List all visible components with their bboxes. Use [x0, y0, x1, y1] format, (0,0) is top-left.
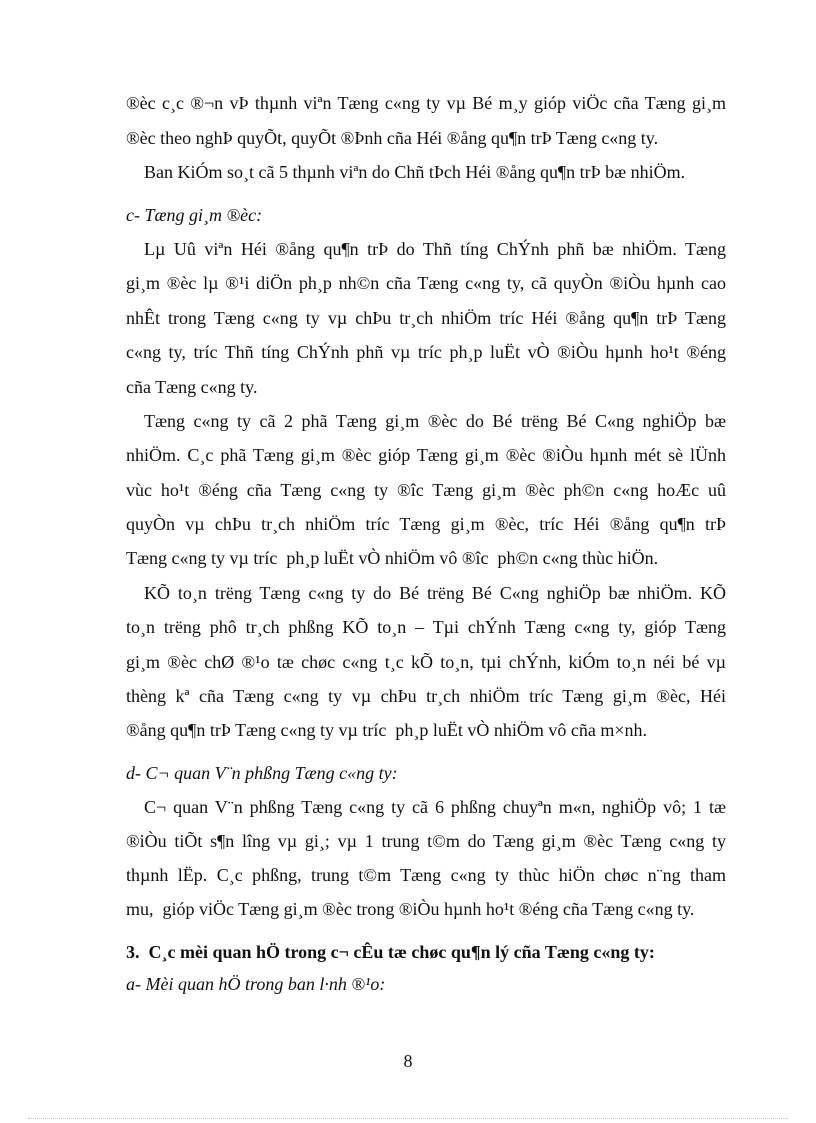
text-line: ®èc theo nghÞ quyÕt, quyÕt ®Þnh cña Héi ®ång qu¶n trÞ Tæng c«ng ty.	[126, 128, 659, 148]
text-line: thèng kª cña Tæng c«ng ty vµ chÞu tr¸ch nhiÖm tríc Tæng gi¸m ®èc, Héi	[126, 686, 726, 706]
text-line: gi¸m ®èc chØ ®¹o tæ chøc c«ng t¸c kÕ to¸n, tµi chÝnh, kiÓm to¸n néi bé vµ	[126, 652, 726, 672]
text-line: Lµ Uû viªn Héi ®ång qu¶n trÞ do Thñ tíng ChÝnh phñ bæ nhiÖm. Tæng	[144, 239, 726, 259]
page-number: 8	[403, 1051, 413, 1071]
page-bottom-rule	[28, 1118, 788, 1119]
section-heading-a: a- Mèi quan hÖ trong ban l·nh ®¹o:	[126, 974, 386, 994]
text-line: C¬ quan V¨n phßng Tæng c«ng ty cã 6 phßng chuyªn m«n, nghiÖp vô; 1 tæ	[144, 797, 726, 817]
text-line: nhiÖm. C¸c phã Tæng gi¸m ®èc gióp Tæng gi¸m ®èc ®iÒu hµnh mét sè lÜnh	[126, 445, 726, 465]
text-line: ®ång qu¶n trÞ Tæng c«ng ty vµ tríc ph¸p luËt vÒ nhiÖm vô cña m×nh.	[126, 720, 647, 740]
text-line: ®iÒu tiÕt s¶n lîng vµ gi¸; vµ 1 trung t©m do Tæng gi¸m ®èc Tæng c«ng ty	[126, 831, 726, 851]
text-line: cña Tæng c«ng ty.	[126, 377, 258, 397]
text-line: vùc ho¹t ®éng cña Tæng c«ng ty ®îc Tæng gi¸m ®èc ph©n c«ng hoÆc uû	[126, 480, 726, 500]
text-line: mu, gióp viÖc Tæng gi¸m ®èc trong ®iÒu hµnh ho¹t ®éng cña Tæng c«ng ty.	[126, 899, 695, 919]
text-line: Tæng c«ng ty vµ tríc ph¸p luËt vÒ nhiÖm vô ®îc ph©n c«ng thùc hiÖn.	[126, 548, 659, 568]
text-line: to¸n trëng phô tr¸ch phßng KÕ to¸n – Tµi chÝnh Tæng c«ng ty, gióp Tæng	[126, 617, 726, 637]
text-line: ®èc c¸c ®¬n vÞ thµnh viªn Tæng c«ng ty vµ Bé m¸y gióp viÖc cña Tæng gi¸m	[126, 93, 726, 113]
text-line: Tæng c«ng ty cã 2 phã Tæng gi¸m ®èc do Bé trëng Bé C«ng nghiÖp bæ	[144, 411, 726, 431]
text-line: KÕ to¸n trëng Tæng c«ng ty do Bé trëng Bé C«ng nghiÖp bæ nhiÖm. KÕ	[144, 583, 726, 603]
text-line: nhÊt trong Tæng c«ng ty vµ chÞu tr¸ch nhiÖm tríc Héi ®ång qu¶n trÞ Tæng	[126, 308, 726, 328]
section-heading-c: c- Tæng gi¸m ®èc:	[126, 205, 263, 225]
text-line: Ban KiÓm so¸t cã 5 thµnh viªn do Chñ tÞch Héi ®ång qu¶n trÞ bæ nhiÖm.	[144, 162, 686, 182]
section-heading-d: d- C¬ quan V¨n phßng Tæng c«ng ty:	[126, 763, 398, 783]
text-line: gi¸m ®èc lµ ®¹i diÖn ph¸p nh©n cña Tæng c«ng ty, cã quyÒn ®iÒu hµnh cao	[126, 273, 726, 293]
text-line: c«ng ty, tríc Thñ tíng ChÝnh phñ vµ tríc ph¸p luËt vÒ ®iÒu hµnh ho¹t ®éng	[126, 342, 726, 362]
text-line: thµnh lËp. C¸c phßng, trung t©m Tæng c«ng ty thùc hiÖn chøc n¨ng tham	[126, 865, 726, 885]
text-line: quyÒn vµ chÞu tr¸ch nhiÖm tríc Tæng gi¸m ®èc, tríc Héi ®ång qu¶n trÞ	[126, 514, 726, 534]
section-heading-3: 3. C¸c mèi quan hÖ trong c¬ cÊu tæ chøc qu¶n lý cña Tæng c«ng ty:	[126, 942, 655, 962]
